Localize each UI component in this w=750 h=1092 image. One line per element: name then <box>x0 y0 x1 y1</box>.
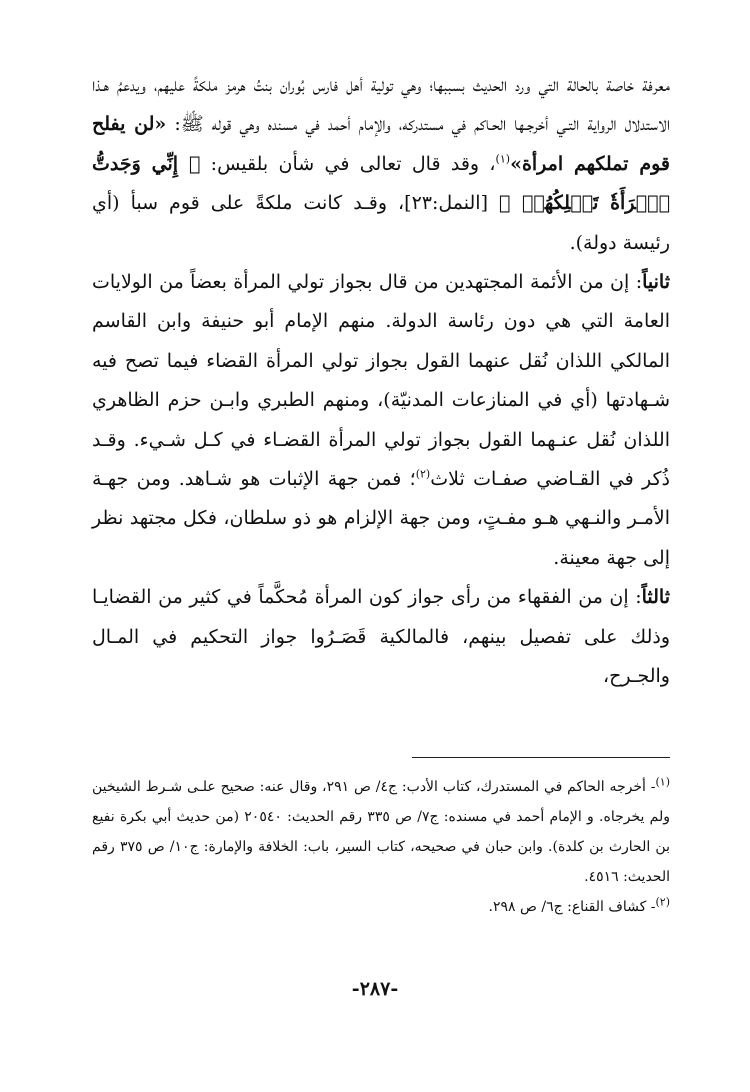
paragraph-1 <box>92 66 670 263</box>
footnotes <box>92 772 670 922</box>
quran-verse: ﴿ إِنِّي وَجَدتُّ ٱمۡرَأَةٗ تَمۡلِكُهُمۡ ﴾ <box>92 152 670 215</box>
paragraph-2-text-2: ؛ فمن جهة الإثبات هو شـاهد. ومن جهـة الأمـر والنـهي هـو مفـتٍ، ومن جهة الإلزام هو ذو سلطان، فكل مجتهد نظر إلى جهة معينة. <box>92 468 670 569</box>
paragraph-2 <box>92 263 670 578</box>
footnote-text-2: - كشاف القناع: ج٦/ ص ٢٩٨. <box>488 899 656 915</box>
page-number: -٢٨٧- <box>351 978 399 1000</box>
footnote-marker-1: (١) <box>655 775 670 789</box>
paragraph-3-label: ثالثاً <box>641 586 670 609</box>
paragraph-3-text: : إن من الفقهاء من رأى جواز كون المرأة مُحكَّماً في كثير من القضايـا وذلك على تفصيل بينهم، فالمالكية قَصَـرُوا جواز التحكيم في المـال والجـرح، <box>92 586 670 688</box>
footnote-marker-2: (٢) <box>655 895 670 909</box>
paragraph-2-label: ثانياً <box>642 271 670 294</box>
verse-reference: [النمل:٢٣] <box>404 192 488 215</box>
paragraph-1-text-2: ، وقد قال تعالى في شأن بلقيس: <box>200 152 496 175</box>
paragraph-2-text: : إن من الأئمة المجتهدين من قال بجواز تولي المرأة بعضاً من الولايات العامة التي هي دون رئاسة الدولة. منهم الإمام أبو حنيفة وابن القاسم المالكي اللذان نُقل عنهما القول بجواز تولي المرأة القضاء فيما تصح فيه شـهادتها (أي في المنازعات المدنيّة)، ومنهم الطبري وابـن حزم الظاهري اللذان نُقل عنـهما القول بجواز تولي المرأة القضـاء في كـل شـيء. وقـد ذُكر في القـاضي صفـات ثلاث <box>92 271 671 491</box>
footnote-text-1: - أخرجه الحاكم في المستدرك، كتاب الأدب: ج٤/ ص ٢٩١، وقال عنه: صحيح علـى شـرط الشيخين ولم يخرجاه. و الإمام أحمد في مسنده: ج٧/ ص ٣٣٥ رقم الحديث: ٢٠٥٤٠ (من حديث أبي بكرة نفيع بن الحارث بن كلدة). وابن حبان في صحيحه، كتاب السير، باب: الخلافة والإمارة: ج١٠/ ص ٣٧٥ رقم الحديث: ٤٥١٦. <box>92 779 671 885</box>
main-text <box>92 66 670 697</box>
paragraph-1-text: معرفة خاصة بالحالة التي ورد الحديث بسببها؛ وهي تولية أهل فارس بُوران بنتُ هرمز ملكةً عليهم، ويدعمُ هـذا الاستدلال الرواية التـي أخرجـها الحـاكم في مستدركه، والإمام أحمد في مسنده وهي قوله ﷺ: <box>92 74 670 136</box>
footnote-ref-1: (١) <box>495 152 511 166</box>
hadith-quote: «لن يفلح قوم تملكهم امرأة» <box>92 113 670 175</box>
footnote-1 <box>92 772 670 892</box>
footnote-divider <box>412 757 670 758</box>
paragraph-3 <box>92 578 670 696</box>
paragraph-1-text-3: ، وقـد كانت ملكةً على قوم سبأ (أي رئيسة دولة). <box>92 192 670 254</box>
footnote-ref-2: (٢) <box>415 467 431 481</box>
footnote-2 <box>92 892 670 922</box>
